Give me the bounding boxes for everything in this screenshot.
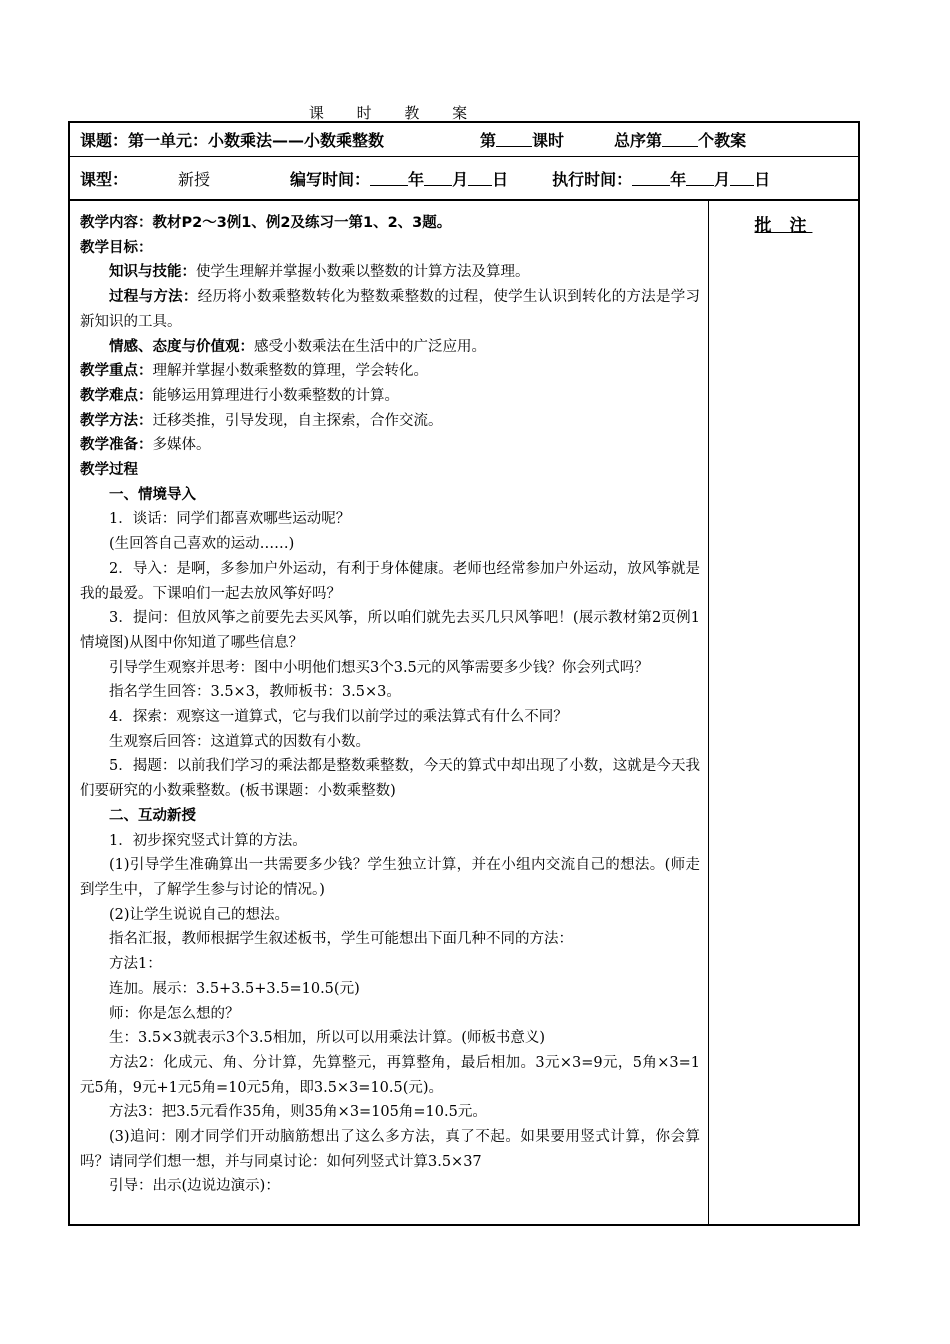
sequence-suffix: 个教案 — [698, 131, 747, 150]
paragraph-text: 1．谈话：同学们都喜欢哪些运动呢？ — [109, 511, 351, 528]
exec-day-blank — [730, 171, 754, 186]
write-year-blank — [370, 171, 408, 186]
content-paragraph — [80, 236, 700, 261]
paragraph-text: 使学生理解并掌握小数乘以整数的计算方法及算理。 — [196, 264, 530, 281]
content-paragraph — [80, 483, 700, 508]
document-title: 课 时 教 案 — [308, 104, 482, 122]
content-paragraph — [80, 1174, 700, 1199]
content-paragraph — [80, 1100, 700, 1125]
paragraph-label: 教学准备： — [80, 437, 153, 454]
paragraph-text: 生：3.5×3就表示3个3.5相加，所以可以用乘法计算。(师板书意义) — [109, 1030, 546, 1047]
paragraph-text: 方法2：化成元、角、分计算，先算整元，再算整角，最后相加。3元×3=9元，5角×3=1元5角，9元+1元5角=10元5角，即3.5×3=10.5(元)。 — [80, 1054, 700, 1096]
content-paragraph — [80, 853, 700, 902]
period-suffix: 课时 — [532, 131, 565, 150]
content-paragraph — [80, 977, 700, 1002]
main-body-row — [68, 199, 860, 1226]
paragraph-label: 二、互动新授 — [109, 807, 196, 824]
paragraph-label: 教学方法： — [80, 412, 153, 429]
paragraph-text: 引导学生观察并思考：图中小明他们想买3个3.5元的风筝需要多少钱？你会列式吗？ — [109, 659, 649, 676]
paragraph-text: 方法1： — [109, 956, 162, 973]
paragraph-label: 教学难点： — [80, 387, 153, 404]
content-paragraph — [80, 260, 700, 285]
paragraph-text: 1．初步探究竖式计算的方法。 — [109, 832, 307, 849]
paragraph-text: (3)追问：刚才同学们开动脑筋想出了这么多方法，真了不起。如果要用竖式计算，你会算吗？请同学们想一想，并与同桌讨论：如何列竖式计算3.5×37 — [80, 1129, 700, 1170]
content-paragraph — [80, 754, 700, 803]
write-month-blank — [424, 171, 452, 186]
content-paragraph — [80, 829, 700, 854]
paragraph-text: 5．揭题：以前我们学习的乘法都是整数乘整数，今天的算式中却出现了小数，这就是今天我们要研究的小数乘整数。(板书课题：小数乘整数) — [80, 758, 700, 800]
sequence-blank — [662, 132, 698, 147]
content-paragraph — [80, 285, 700, 334]
content-paragraph — [80, 656, 700, 681]
paragraph-text: 经历将小数乘整数转化为整数乘整数的过程，使学生认识到转化的方法是学习新知识的工具。 — [80, 289, 701, 330]
write-day-blank — [468, 171, 492, 186]
content-paragraph — [80, 1026, 700, 1051]
exec-day: 日 — [754, 169, 771, 189]
lesson-plan-table — [68, 121, 860, 1226]
header-row-type — [68, 156, 860, 199]
write-day: 日 — [492, 169, 509, 189]
paragraph-text: 感受小数乘法在生活中的广泛应用。 — [254, 338, 486, 355]
content-paragraph — [80, 1051, 700, 1100]
paragraph-text: 连加。展示：3.5+3.5+3.5=10.5(元) — [109, 980, 360, 997]
content-paragraph — [80, 409, 700, 434]
write-time-label: 编写时间： — [290, 169, 371, 189]
paragraph-label: 教学内容： — [80, 215, 153, 231]
type-value: 新授 — [178, 169, 211, 189]
paragraph-text: 多媒体。 — [152, 437, 211, 454]
paragraph-text: 能够运用算理进行小数乘整数的计算。 — [152, 387, 399, 404]
content-paragraph — [80, 927, 700, 952]
content-paragraph — [80, 606, 700, 655]
content-paragraph — [80, 532, 700, 557]
paragraph-text: 指名汇报，教师根据学生叙述板书，学生可能想出下面几种不同的方法： — [109, 931, 573, 948]
paragraph-text: 指名学生回答：3.5×3，教师板书：3.5×3。 — [109, 684, 401, 701]
topic-label: 课题：第一单元：小数乘法——小数乘整数 — [80, 131, 385, 150]
write-month: 月 — [452, 169, 469, 189]
paragraph-text: (2)让学生说说自己的想法。 — [109, 906, 290, 923]
header-row-topic — [68, 121, 860, 156]
sequence-prefix: 总序第 — [614, 131, 663, 150]
annotation-title: 批 注 — [754, 216, 813, 236]
paragraph-text: (生回答自己喜欢的运动……) — [109, 536, 295, 553]
annotation-column — [709, 201, 858, 1224]
lesson-content — [70, 201, 709, 1224]
content-paragraph — [80, 952, 700, 977]
content-paragraph — [80, 359, 700, 384]
content-paragraph — [80, 1125, 700, 1174]
period-prefix: 第 — [480, 131, 497, 150]
content-paragraph — [80, 1002, 700, 1027]
paragraph-text: 生观察后回答：这道算式的因数有小数。 — [109, 733, 370, 750]
content-paragraph — [80, 557, 700, 606]
content-paragraph — [80, 730, 700, 755]
paragraph-text: 理解并掌握小数乘整数的算理，学会转化。 — [152, 363, 428, 380]
paragraph-label: 过程与方法： — [109, 289, 198, 306]
content-paragraph — [80, 507, 700, 532]
type-label: 课型： — [80, 169, 129, 189]
write-year: 年 — [408, 169, 425, 189]
paragraph-text: 迁移类推，引导发现，自主探索，合作交流。 — [152, 412, 443, 429]
content-paragraph — [80, 903, 700, 928]
exec-month: 月 — [714, 169, 731, 189]
content-paragraph — [80, 335, 700, 360]
content-paragraph — [80, 705, 700, 730]
paragraph-label: 教学重点： — [80, 363, 153, 380]
paragraph-text: 师：你是怎么想的？ — [109, 1005, 240, 1022]
content-paragraph — [80, 804, 700, 829]
content-paragraph — [80, 433, 700, 458]
paragraph-text: 方法3：把3.5元看作35角，则35角×3=105角=10.5元。 — [109, 1104, 487, 1121]
paragraph-text: (1)引导学生准确算出一共需要多少钱？学生独立计算，并在小组内交流自己的想法。(师走到学生中，了解学生参与讨论的情况。) — [80, 857, 700, 898]
exec-month-blank — [686, 171, 714, 186]
exec-time-label: 执行时间： — [552, 169, 633, 189]
paragraph-label: 情感、态度与价值观： — [109, 338, 254, 355]
exec-year: 年 — [670, 169, 687, 189]
paragraph-text: 3．提问：但放风筝之前要先去买风筝，所以咱们就先去买几只风筝吧！(展示教材第2页例1情境图)从图中你知道了哪些信息？ — [80, 610, 700, 651]
content-paragraph — [80, 384, 700, 409]
exec-year-blank — [632, 171, 670, 186]
paragraph-label: 教学过程 — [80, 462, 138, 479]
paragraph-label: 教学目标： — [80, 239, 153, 256]
paragraph-label: 知识与技能： — [109, 264, 196, 281]
content-paragraph — [80, 458, 700, 483]
content-paragraph — [80, 211, 700, 236]
paragraph-label: 一、情境导入 — [109, 486, 196, 503]
paragraph-text: 引导：出示(边说边演示)： — [109, 1178, 280, 1195]
content-paragraph — [80, 680, 700, 705]
paragraph-text: 2．导入：是啊，多参加户外运动，有利于身体健康。老师也经常参加户外运动，放风筝就是我的最爱。下课咱们一起去放风筝好吗？ — [80, 560, 700, 602]
period-blank — [496, 132, 532, 147]
paragraph-text: 4．探索：观察这一道算式，它与我们以前学过的乘法算式有什么不同？ — [109, 709, 568, 726]
paragraph-text: 教材P2～3例1、例2及练习一第1、2、3题。 — [152, 215, 452, 231]
